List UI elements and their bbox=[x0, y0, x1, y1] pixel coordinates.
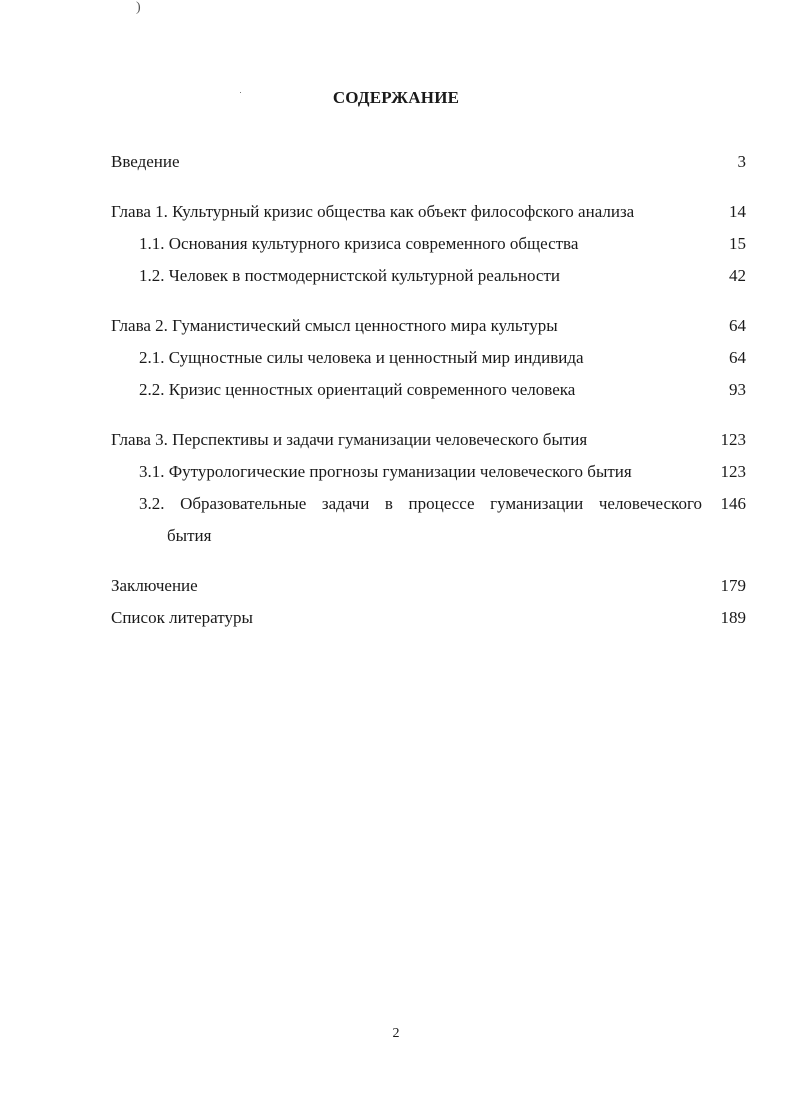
toc-entry-section-3-1 bbox=[0, 460, 792, 484]
toc-entry-page: 64 bbox=[729, 348, 746, 367]
toc-entry-section-2-2 bbox=[0, 378, 792, 402]
toc-entry-chapter-3 bbox=[0, 428, 792, 452]
toc-entry-continuation: бытия bbox=[167, 526, 212, 545]
toc-entry-text: 1.2. Человек в постмодернистской культурной реальности bbox=[139, 266, 560, 285]
toc-entry-page: 146 bbox=[720, 494, 746, 513]
toc-entry-bibliography bbox=[0, 606, 792, 630]
toc-entry-text: 1.1. Основания культурного кризиса современного общества bbox=[139, 234, 579, 253]
toc-entry-text: 3.2. Образовательные задачи в процессе гуманизации человеческого bbox=[139, 494, 702, 513]
scan-artifact-mark: ) bbox=[136, 0, 141, 15]
toc-entry-page: 15 bbox=[729, 234, 746, 253]
toc-entry-page: 179 bbox=[720, 576, 746, 595]
toc-entry-chapter-1 bbox=[0, 200, 792, 224]
toc-entry-text: Список литературы bbox=[111, 608, 253, 627]
toc-entry-text: Введение bbox=[111, 152, 180, 171]
toc-entry-page: 64 bbox=[729, 316, 746, 335]
toc-entry-conclusion bbox=[0, 574, 792, 598]
toc-entry-text: Глава 2. Гуманистический смысл ценностного мира культуры bbox=[111, 316, 558, 335]
toc-entry-text: Глава 1. Культурный кризис общества как объект философского анализа bbox=[111, 202, 635, 221]
toc-entry-page: 123 bbox=[720, 462, 746, 481]
toc-entry-page: 14 bbox=[729, 202, 746, 221]
toc-entry-page: 3 bbox=[737, 152, 746, 171]
page-title: СОДЕРЖАНИЕ bbox=[332, 88, 460, 107]
toc-entry-page: 93 bbox=[729, 380, 746, 399]
toc-entry-introduction bbox=[0, 150, 792, 174]
toc-entry-page: 123 bbox=[720, 430, 746, 449]
toc-entry-section-1-2 bbox=[0, 264, 792, 288]
toc-entry-chapter-2 bbox=[0, 314, 792, 338]
page-number: 2 bbox=[392, 1026, 400, 1041]
toc-entry-page: 42 bbox=[729, 266, 746, 285]
toc-entry-text: Заключение bbox=[111, 576, 198, 595]
toc-entry-text: Глава 3. Перспективы и задачи гуманизации человеческого бытия bbox=[111, 430, 588, 449]
toc-entry-section-1-1 bbox=[0, 232, 792, 256]
toc-entry-text: 2.1. Сущностные силы человека и ценностный мир индивида bbox=[139, 348, 584, 367]
toc-entry-page: 189 bbox=[720, 608, 746, 627]
toc-entry-section-2-1 bbox=[0, 346, 792, 370]
toc-entry-text: 2.2. Кризис ценностных ориентаций современного человека bbox=[139, 380, 576, 399]
toc-entry-section-3-2 bbox=[0, 492, 792, 516]
toc-entry-text: 3.1. Футурологические прогнозы гуманизации человеческого бытия bbox=[139, 462, 632, 481]
